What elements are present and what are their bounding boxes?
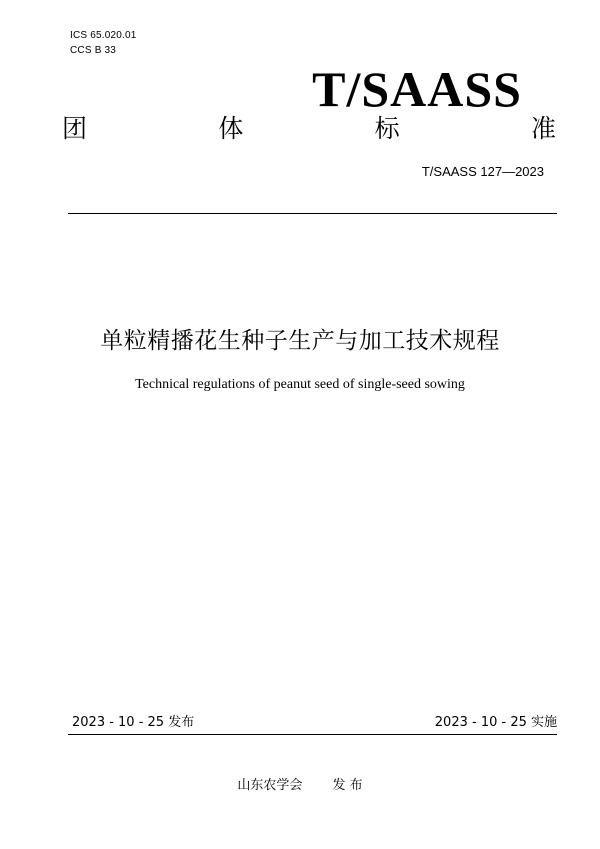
standard-number: T/SAASS 127—2023 (421, 164, 544, 179)
issuer-line (0, 777, 600, 795)
title-english: Technical regulations of peanut seed of single-seed sowing (135, 377, 465, 392)
standard-type-char-1: 团 (62, 114, 88, 143)
header-divider (68, 213, 557, 214)
publish-date: 2023 - 10 - 25 发布 (72, 715, 195, 730)
title-chinese: 单粒精播花生种子生产与加工技术规程 (100, 328, 500, 354)
standard-type-char-2: 体 (218, 114, 244, 143)
issuer-action: 发 布 (332, 778, 363, 793)
standard-type-char-4: 准 (530, 114, 556, 143)
ics-code: ICS 65.020.01 (70, 30, 137, 41)
standard-type-heading (62, 114, 556, 144)
implement-date: 2023 - 10 - 25 实施 (434, 715, 557, 730)
issuer-name: 山东农学会 (237, 778, 303, 793)
ccs-code: CCS B 33 (70, 45, 117, 56)
standard-type-char-3: 标 (374, 114, 400, 143)
standard-mark: T/SAASS (312, 61, 522, 117)
footer-divider (68, 734, 557, 735)
